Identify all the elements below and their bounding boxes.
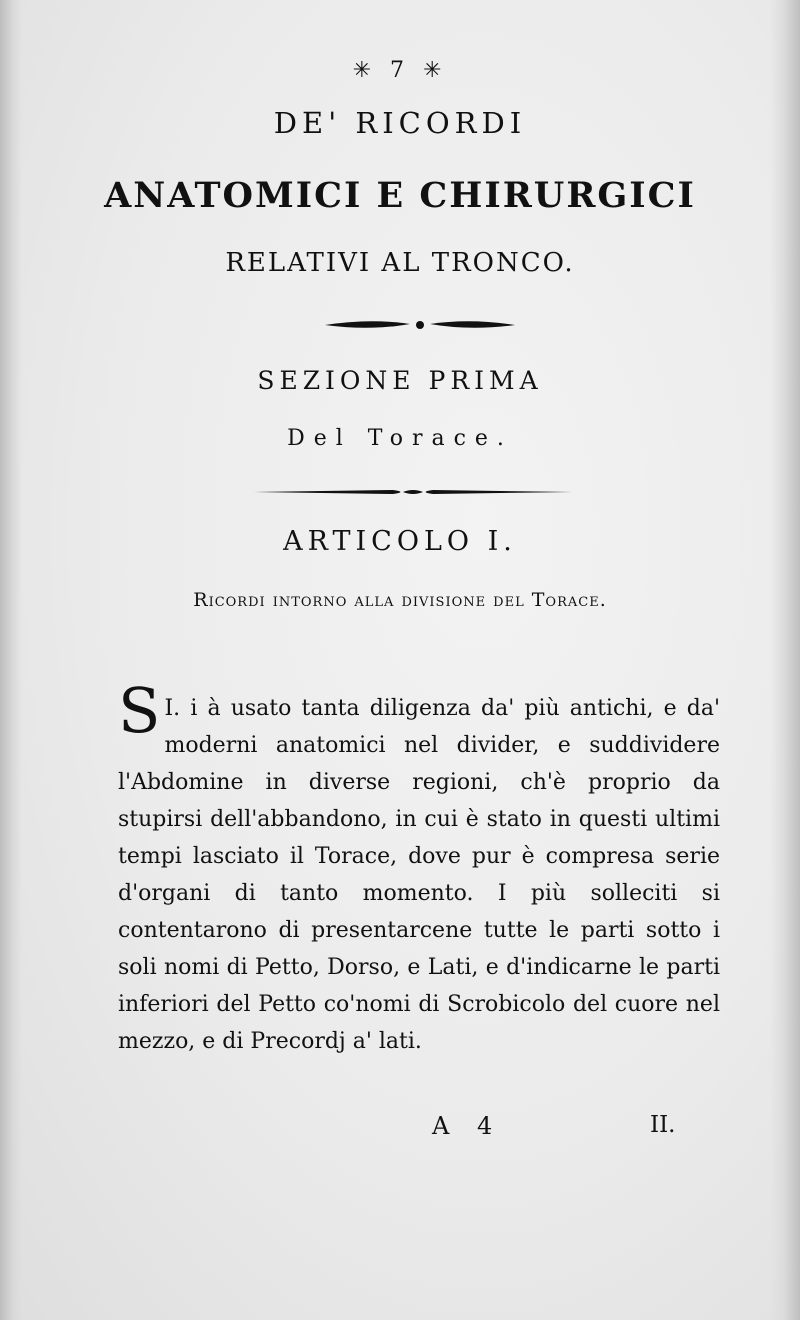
title-line-2: ANATOMICI E CHIRURGICI (104, 175, 696, 216)
body-paragraph (118, 674, 720, 1060)
article-title: ARTICOLO I. (283, 526, 517, 557)
rule-divider-icon (253, 485, 573, 499)
paragraph-number: I. (164, 696, 181, 721)
signature-mark: A 4 (432, 1112, 503, 1140)
section-subtitle: Del Torace. (287, 426, 513, 451)
paragraph-text: i à usato tanta diligenza da' più antichi, e da' moderni anatomici nel divider, e suddividere l'Abdomine in diverse regioni, ch'è proprio da stupirsi dell'abbandono, in cui è stato in questi ultimi tempi lasciato il Torace, dove pur è compresa serie d'organi di tanto momento. I più solleciti si contentarono di presentarcene tutte le parti sotto i soli nomi di Petto, Dorso, e Lati, e d'indicarne le parti inferiori del Petto co'nomi di Scrobicolo del cuore nel mezzo, e di Precordj a' lati. (118, 696, 720, 1054)
drop-cap: S (118, 674, 161, 747)
title-line-3: RELATIVI AL TRONCO. (225, 248, 575, 278)
page-number: ✳ 7 ✳ (352, 58, 448, 83)
catchword: II. (650, 1112, 676, 1138)
ornament-divider-icon (325, 315, 515, 335)
section-title: SEZIONE PRIMA (257, 366, 543, 395)
article-subtitle: Ricordi intorno alla divisione del Torace. (193, 589, 607, 611)
title-line-1: DE' RICORDI (273, 106, 527, 140)
